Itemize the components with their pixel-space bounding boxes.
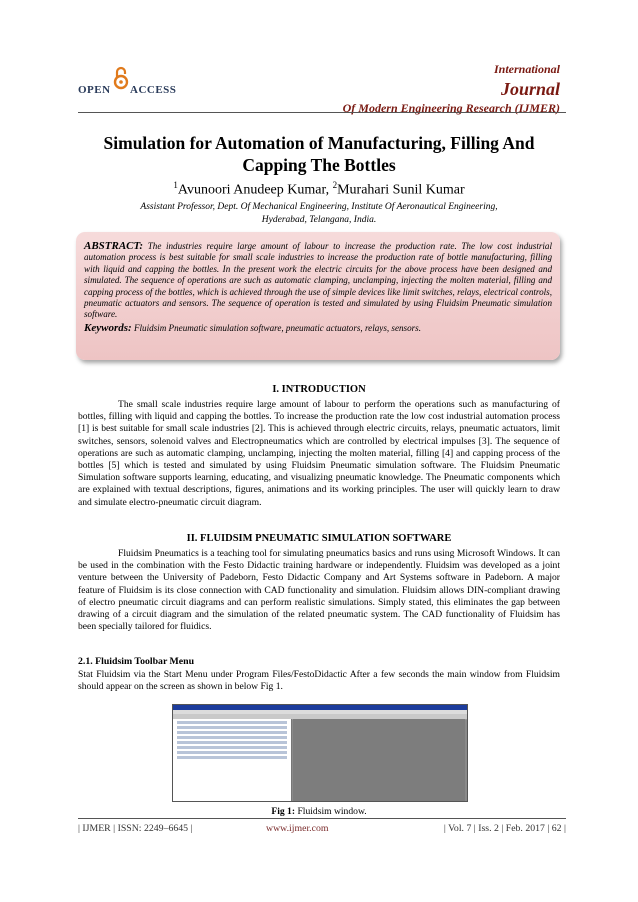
open-access-lock-icon <box>113 66 129 90</box>
section-heading-introduction: I. INTRODUCTION <box>272 384 366 395</box>
author2-name: Murahari Sunil Kumar <box>337 182 465 198</box>
author2-superscript: 2 <box>332 180 338 190</box>
introduction-paragraph <box>78 399 560 509</box>
author-affiliation <box>80 201 558 227</box>
author1-superscript: 1 <box>173 180 178 190</box>
footer-issn: | IJMER | ISSN: 2249–6645 | <box>78 823 193 834</box>
journal-line-name: Of Modern Engineering Research (IJMER) <box>342 101 560 115</box>
section-heading-fluidsim: II. FLUIDSIM PNEUMATIC SIMULATION SOFTWARE <box>186 533 452 544</box>
journal-line-international: International <box>493 62 560 76</box>
subsection-heading-toolbar: 2.1. Fluidsim Toolbar Menu <box>78 656 195 667</box>
figure-workspace <box>293 719 465 801</box>
paper-title <box>70 132 568 176</box>
figure-caption-label: Fig 1: <box>271 806 296 817</box>
fluidsim-text: Fluidsim Pneumatics is a teaching tool for simulating pneumatics basics and runs using Microsoft Windows. It can be used in the combination with the Festo Didactic training hardware or independently. Fluidsim was developed as a joint venture between the University of Padeborn, Festo Didactic Company and Art Systems software in Padeborn. A major feature of Fluidsim is its close connection with CAD functionality and simulation. Fluidsim allows DIN-compliant drawing of electro pneumatic circuit diagrams and can perform realistic simulations. Simply stated, this eliminates the gap between drawing of a circuit diagram and the simulation of the related pneumatic system. The CAD functionality of Fluidsim has been specially tailored for fluidics. <box>78 548 560 633</box>
footer-divider <box>78 818 566 819</box>
keywords-text: Fluidsim Pneumatic simulation software, pneumatic actuators, relays, sensors. <box>131 322 421 333</box>
open-access-label-right: ACCESS <box>130 84 177 96</box>
header-divider <box>78 112 566 113</box>
toolbar-paragraph: Stat Fluidsim via the Start Menu under Program Files/FestoDidactic After a few seconds the main window from Fluidsim should appear on the screen as shown in below Fig 1. <box>78 669 560 693</box>
keywords-paragraph <box>84 323 552 334</box>
abstract-label: ABSTRACT: <box>84 240 144 252</box>
abstract-text: The industries require large amount of labour to increase the production rate. The low cost industrial automation process is best suitable for small scale industries to increase the production rate of bottle manufacturing, filling with liquid and capping the bottles. In the present work the electric circuits for the above process have been designed and simulated. The sequence of operations are such as automatic clamping, unclamping, injecting the molten material, filling and capping process of the bottles, which is achieved through the use of simple devices like limit switches, relays, electrical controls, pneumatic actuators and sensors. The sequence of operation is tested and simulated by using Fluidsim Pneumatic simulation software. <box>84 241 552 320</box>
journal-line-journal: Journal <box>500 79 560 99</box>
figure-component-library <box>173 719 292 801</box>
paper-title-line2: Capping The Bottles <box>242 155 396 175</box>
figure-caption <box>0 806 638 817</box>
fluidsim-window-screenshot <box>172 704 468 802</box>
introduction-text: The small scale industries require large amount of labour to perform the operations such as manufacturing of bottles, filling with liquid and capping the bottles. To increase the production rate the low cost industrial automation process [1] is best suitable for small scale industries [2]. This is achieved through electric circuits, relays, pneumatic actuators, limit switches, sensors, solenoid valves and Electropneumatics which are controlled by electrical impulses [3]. The sequence of operations are such as automatic clamping, unclamping, injecting the molten material, filling [4] and capping process of the bottles [5] which is tested and simulated by using Fluidsim Pneumatic simulation software. The Fluidsim Pneumatic Simulation software supports learning, educating, and visualizing pneumatic knowledge. The Pneumatic components which are explained with textual descriptions, figures, animations and its working principles. The user will quickly learn to draw and simulate electro-pneumatic circuit diagram. <box>78 399 560 508</box>
figure-caption-text: Fluidsim window. <box>295 806 367 817</box>
abstract-box <box>76 232 560 360</box>
journal-masthead <box>343 62 560 116</box>
paper-title-line1: Simulation for Automation of Manufacturing, Filling And <box>103 133 535 153</box>
paper-authors <box>70 180 568 199</box>
author1-name: Avunoori Anudeep Kumar, <box>177 182 333 198</box>
fluidsim-paragraph <box>78 548 560 633</box>
affiliation-line2: Hyderabad, Telangana, India. <box>261 215 377 225</box>
footer-volume-info: | Vol. 7 | Iss. 2 | Feb. 2017 | 62 | <box>443 823 566 834</box>
open-access-label-left: OPEN <box>78 84 111 96</box>
abstract-paragraph <box>84 241 552 321</box>
footer-website-link[interactable]: www.ijmer.com <box>266 823 329 834</box>
keywords-label: Keywords: <box>84 321 132 334</box>
affiliation-line1: Assistant Professor, Dept. Of Mechanical Engineering, Institute Of Aeronautical Engineering, <box>140 202 498 212</box>
